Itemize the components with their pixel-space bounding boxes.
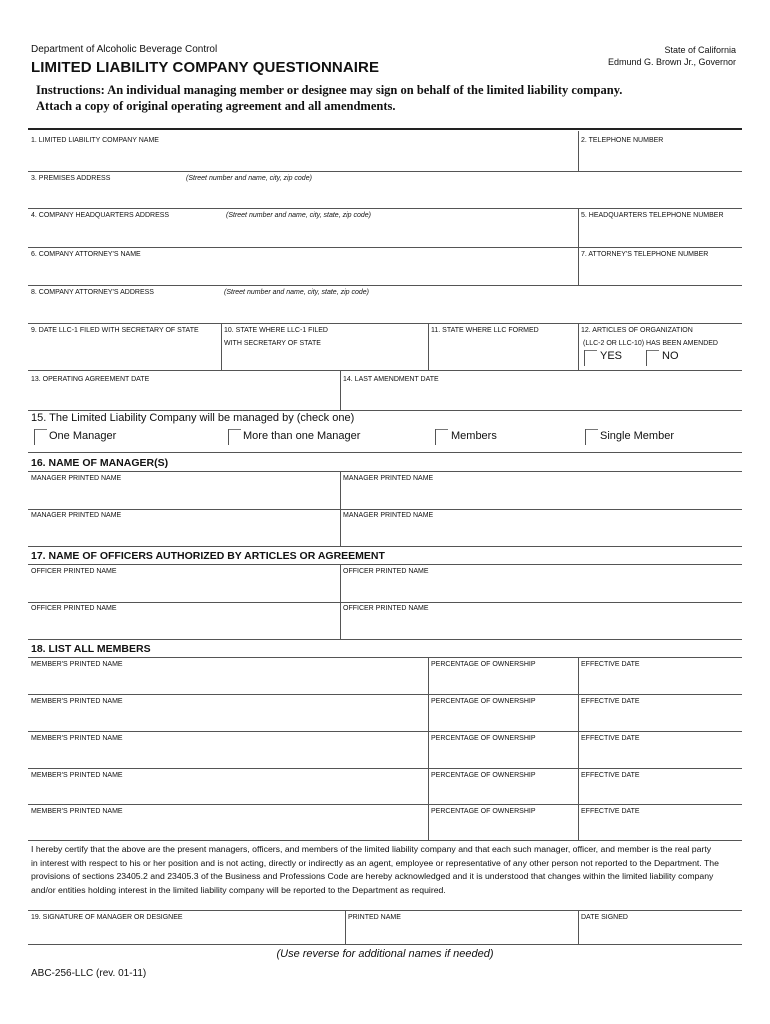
state-block: [608, 44, 736, 68]
attorney-name-label: 6. COMPANY ATTORNEY'S NAME: [31, 251, 141, 258]
hq-address-field[interactable]: [28, 222, 576, 246]
member-name-field[interactable]: [28, 670, 426, 692]
row-line: [28, 323, 742, 324]
row-line: [28, 285, 742, 286]
llc-formed-state-label: 11. STATE WHERE LLC FORMED: [431, 327, 539, 334]
attorney-telephone-field[interactable]: [580, 260, 740, 284]
row-line: [28, 509, 742, 510]
last-amendment-date-label: 14. LAST AMENDMENT DATE: [343, 376, 439, 383]
divider: [578, 208, 579, 247]
officer-name-label: OFFICER PRINTED NAME: [343, 568, 429, 575]
signature-field[interactable]: [28, 922, 343, 942]
member-name-field[interactable]: [28, 707, 426, 729]
operating-agreement-date-field[interactable]: [28, 386, 338, 408]
instructions-line-2: Attach a copy of original operating agreement and all amendments.: [36, 99, 396, 113]
members-label: Members: [451, 430, 497, 442]
row-line: [28, 602, 742, 603]
member-name-field[interactable]: [28, 781, 426, 803]
divider: [221, 323, 222, 370]
manager-name-field[interactable]: [342, 484, 740, 508]
hq-address-hint: (Street number and name, city, state, zip code): [226, 212, 371, 219]
members-checkbox[interactable]: [435, 429, 436, 445]
one-manager-checkbox[interactable]: [34, 429, 35, 445]
row-line: [28, 910, 742, 911]
state-name: State of California: [664, 45, 736, 55]
effective-date-label: EFFECTIVE DATE: [581, 772, 640, 779]
more-than-one-manager-checkbox[interactable]: [228, 429, 229, 445]
articles-amended-label-2: (LLC-2 OR LLC-10) HAS BEEN AMENDED: [583, 340, 718, 347]
attorney-name-field[interactable]: [28, 260, 576, 284]
divider: [578, 131, 579, 171]
divider: [578, 247, 579, 285]
printed-name-field[interactable]: [347, 922, 576, 942]
row-line: [28, 471, 742, 472]
governor-name: Edmund G. Brown Jr., Governor: [607, 57, 736, 67]
divider: [340, 370, 341, 410]
row-line: [28, 639, 742, 640]
ownership-percentage-label: PERCENTAGE OF OWNERSHIP: [431, 808, 536, 815]
date-signed-field[interactable]: [580, 922, 740, 942]
certification-text: I hereby certify that the above are the present managers, officers, and members of the limited liability company and that each such manager, officer, and member is the real party in interest with respect to his or her position and is not acting, directly or indirectly as an agent, employee or representative of any other person not reported to the Department. The provisions of sections 23405.2 and 23405.3 of the Business and Professions Code are hereby acknowledged and it is understood that changes within the limited liability company and/or entities holding interest in the limited liability company will be reported to the Department as required.: [31, 844, 719, 895]
premises-address-hint: (Street number and name, city, zip code): [186, 175, 312, 182]
effective-date-label: EFFECTIVE DATE: [581, 661, 640, 668]
effective-date-label: EFFECTIVE DATE: [581, 808, 640, 815]
divider: [578, 657, 579, 840]
members-heading: 18. LIST ALL MEMBERS: [31, 643, 151, 655]
divider: [578, 910, 579, 944]
effective-date-field[interactable]: [580, 670, 740, 692]
ownership-percentage-label: PERCENTAGE OF OWNERSHIP: [431, 661, 536, 668]
manager-name-label: MANAGER PRINTED NAME: [31, 512, 122, 519]
llc1-date-label: 9. DATE LLC-1 FILED WITH SECRETARY OF STATE: [31, 327, 199, 334]
operating-agreement-date-label: 13. OPERATING AGREEMENT DATE: [31, 376, 150, 383]
hq-telephone-field[interactable]: [580, 222, 740, 246]
articles-amended-label: 12. ARTICLES OF ORGANIZATION: [581, 327, 693, 334]
manager-name-label: MANAGER PRINTED NAME: [343, 475, 434, 482]
yes-checkbox[interactable]: [584, 350, 585, 366]
divider: [345, 910, 346, 944]
form-top-border: [28, 128, 742, 130]
officer-name-label: OFFICER PRINTED NAME: [31, 605, 117, 612]
telephone-field[interactable]: [580, 146, 740, 170]
manager-name-label: MANAGER PRINTED NAME: [343, 512, 434, 519]
form-title: LIMITED LIABILITY COMPANY QUESTIONNAIRE: [31, 59, 380, 76]
llc-name-field[interactable]: [28, 146, 576, 170]
effective-date-field[interactable]: [580, 744, 740, 766]
llc1-state-field[interactable]: [223, 350, 426, 368]
member-name-label: MEMBER'S PRINTED NAME: [31, 808, 123, 815]
effective-date-label: EFFECTIVE DATE: [581, 735, 640, 742]
row-line: [28, 768, 742, 769]
no-checkbox[interactable]: [646, 350, 647, 366]
llc-name-label: 1. LIMITED LIABILITY COMPANY NAME: [31, 137, 159, 144]
ownership-percentage-label: PERCENTAGE OF OWNERSHIP: [431, 698, 536, 705]
row-line: [28, 247, 742, 248]
divider: [428, 657, 429, 840]
ownership-percentage-field[interactable]: [430, 817, 576, 839]
reverse-note: (Use reverse for additional names if needed): [276, 948, 494, 960]
ownership-percentage-field[interactable]: [430, 670, 576, 692]
effective-date-field[interactable]: [580, 707, 740, 729]
officer-name-field[interactable]: [342, 614, 740, 638]
attorney-telephone-label: 7. ATTORNEY'S TELEPHONE NUMBER: [581, 251, 709, 258]
premises-address-label: 3. PREMISES ADDRESS: [31, 175, 111, 182]
officers-heading: 17. NAME OF OFFICERS AUTHORIZED BY ARTICLES OR AGREEMENT: [31, 550, 385, 562]
row-line: [28, 804, 742, 805]
officer-name-field[interactable]: [28, 614, 338, 638]
row-line: [28, 840, 742, 841]
row-line: [28, 564, 742, 565]
hq-telephone-label: 5. HEADQUARTERS TELEPHONE NUMBER: [581, 212, 724, 219]
row-line: [28, 410, 742, 411]
officer-name-label: OFFICER PRINTED NAME: [343, 605, 429, 612]
manager-name-label: MANAGER PRINTED NAME: [31, 475, 122, 482]
row-line: [28, 546, 742, 547]
one-manager-label: One Manager: [49, 430, 117, 442]
llc-formed-state-field[interactable]: [430, 340, 576, 368]
manager-name-field[interactable]: [28, 484, 338, 508]
signature-label: 19. SIGNATURE OF MANAGER OR DESIGNEE: [31, 914, 183, 921]
ownership-percentage-field[interactable]: [430, 781, 576, 803]
manager-name-field[interactable]: [28, 521, 338, 545]
ownership-percentage-label: PERCENTAGE OF OWNERSHIP: [431, 735, 536, 742]
date-signed-label: DATE SIGNED: [581, 914, 628, 921]
member-name-field[interactable]: [28, 817, 426, 839]
more-than-one-manager-label: More than one Manager: [243, 430, 361, 442]
hq-address-label: 4. COMPANY HEADQUARTERS ADDRESS: [31, 212, 170, 219]
single-member-label: Single Member: [600, 430, 674, 442]
manager-name-field[interactable]: [342, 521, 740, 545]
management-question: 15. The Limited Liability Company will be managed by (check one): [31, 412, 355, 424]
officer-name-field[interactable]: [28, 577, 338, 601]
single-member-checkbox[interactable]: [585, 429, 586, 445]
divider: [428, 323, 429, 370]
no-label: NO: [662, 350, 679, 362]
form-number: ABC-256-LLC (rev. 01-11): [31, 968, 147, 979]
ownership-percentage-field[interactable]: [430, 744, 576, 766]
member-name-label: MEMBER'S PRINTED NAME: [31, 735, 123, 742]
llc1-date-field[interactable]: [28, 346, 219, 368]
llc1-state-label: 10. STATE WHERE LLC-1 FILED: [224, 327, 328, 334]
llc1-state-label-2: WITH SECRETARY OF STATE: [224, 340, 321, 347]
instructions-line-1: Instructions: An individual managing member or designee may sign on behalf of the limited liability company.: [36, 83, 623, 97]
department-name: Department of Alcoholic Beverage Control: [31, 44, 218, 55]
attorney-address-label: 8. COMPANY ATTORNEY'S ADDRESS: [31, 289, 154, 296]
row-line: [28, 452, 742, 453]
row-line: [28, 731, 742, 732]
printed-name-label: PRINTED NAME: [348, 914, 401, 921]
managers-heading: 16. NAME OF MANAGER(S): [31, 457, 169, 469]
member-name-label: MEMBER'S PRINTED NAME: [31, 698, 123, 705]
officer-name-field[interactable]: [342, 577, 740, 601]
telephone-label: 2. TELEPHONE NUMBER: [581, 137, 664, 144]
ownership-percentage-field[interactable]: [430, 707, 576, 729]
member-name-label: MEMBER'S PRINTED NAME: [31, 661, 123, 668]
instructions: [36, 82, 622, 114]
row-line: [28, 657, 742, 658]
attorney-address-hint: (Street number and name, city, state, zip code): [224, 289, 369, 296]
effective-date-field[interactable]: [580, 817, 740, 839]
premises-address-field[interactable]: [28, 184, 740, 207]
member-name-field[interactable]: [28, 744, 426, 766]
row-line: [28, 171, 742, 172]
row-line: [28, 208, 742, 209]
member-name-label: MEMBER'S PRINTED NAME: [31, 772, 123, 779]
row-line: [28, 944, 742, 945]
ownership-percentage-label: PERCENTAGE OF OWNERSHIP: [431, 772, 536, 779]
effective-date-label: EFFECTIVE DATE: [581, 698, 640, 705]
last-amendment-date-field[interactable]: [342, 386, 740, 408]
officer-name-label: OFFICER PRINTED NAME: [31, 568, 117, 575]
attorney-address-field[interactable]: [28, 298, 740, 322]
row-line: [28, 694, 742, 695]
divider: [578, 323, 579, 370]
effective-date-field[interactable]: [580, 781, 740, 803]
yes-label: YES: [600, 350, 623, 362]
row-line: [28, 370, 742, 371]
